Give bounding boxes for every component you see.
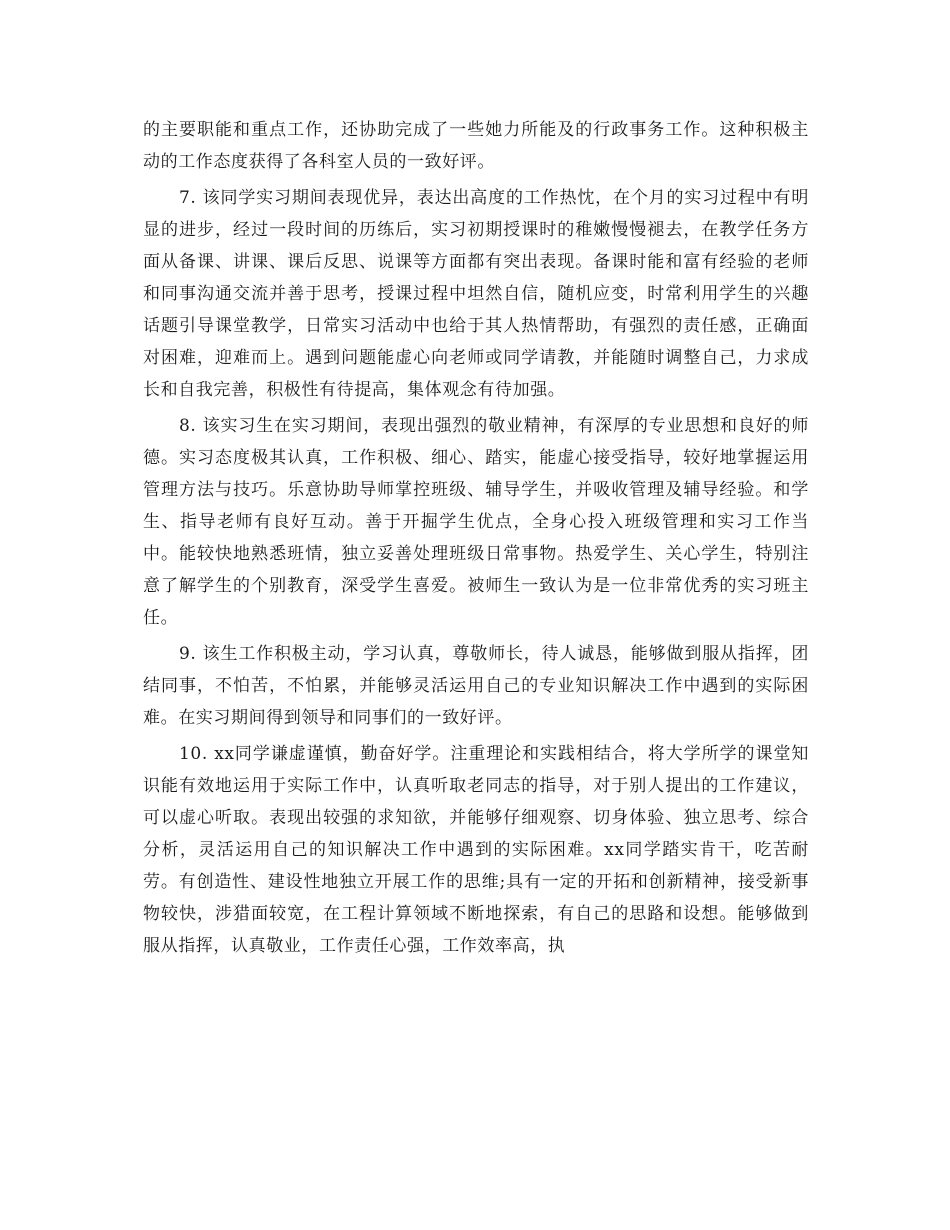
paragraph-item-7: 7. 该同学实习期间表现优异，表达出高度的工作热忱，在个月的实习过程中有明显的进步，经过一段时间的历练后，实习初期授课时的稚嫩慢慢褪去，在教学任务方面从备课、讲课、课后反思、说课等方面都有突出表现。备课时能和富有经验的老师和同事沟通交流并善于思考，授课过程中坦然自信，随机应变，时常利用学生的兴趣话题引导课堂教学，日常实习活动中也给于其人热情帮助，有强烈的责任感，正确面对困难，迎难而上。遇到问题能虚心向老师或同学请教，并能随时调整自己，力求成长和自我完善，积极性有待提高，集体观念有待加强。 — [143, 188, 809, 400]
paragraph-continuation: 的主要职能和重点工作，还协助完成了一些她力所能及的行政事务工作。这种积极主动的工作态度获得了各科室人员的一致好评。 — [143, 120, 809, 172]
document-body — [143, 114, 809, 966]
paragraph-item-9: 9. 该生工作积极主动，学习认真，尊敬师长，待人诚恳，能够做到服从指挥，团结同事，不怕苦，不怕累，并能够灵活运用自己的专业知识解决工作中遇到的实际困难。在实习期间得到领导和同事们的一致好评。 — [143, 644, 809, 728]
paragraph-item-10: 10. xx同学谦虚谨慎，勤奋好学。注重理论和实践相结合，将大学所学的课堂知识能有效地运用于实际工作中，认真听取老同志的指导，对于别人提出的工作建议，可以虚心听取。表现出较强的求知欲，并能够仔细观察、切身体验、独立思考、综合分析，灵活运用自己的知识解决工作中遇到的实际困难。xx同学踏实肯干，吃苦耐劳。有创造性、建设性地独立开展工作的思维;具有一定的开拓和创新精神，接受新事物较快，涉猎面较宽，在工程计算领域不断地探索，有自己的思路和设想。能够做到服从指挥，认真敬业，工作责任心强，工作效率高，执 — [143, 744, 809, 956]
paragraph-item-8: 8. 该实习生在实习期间，表现出强烈的敬业精神，有深厚的专业思想和良好的师德。实习态度极其认真，工作积极、细心、踏实，能虚心接受指导，较好地掌握运用管理方法与技巧。乐意协助导师掌控班级、辅导学生，并吸收管理及辅导经验。和学生、指导老师有良好互动。善于开掘学生优点，全身心投入班级管理和实习工作当中。能较快地熟悉班情，独立妥善处理班级日常事物。热爱学生、关心学生，特别注意了解学生的个别教育，深受学生喜爱。被师生一致认为是一位非常优秀的实习班主任。 — [143, 416, 809, 628]
